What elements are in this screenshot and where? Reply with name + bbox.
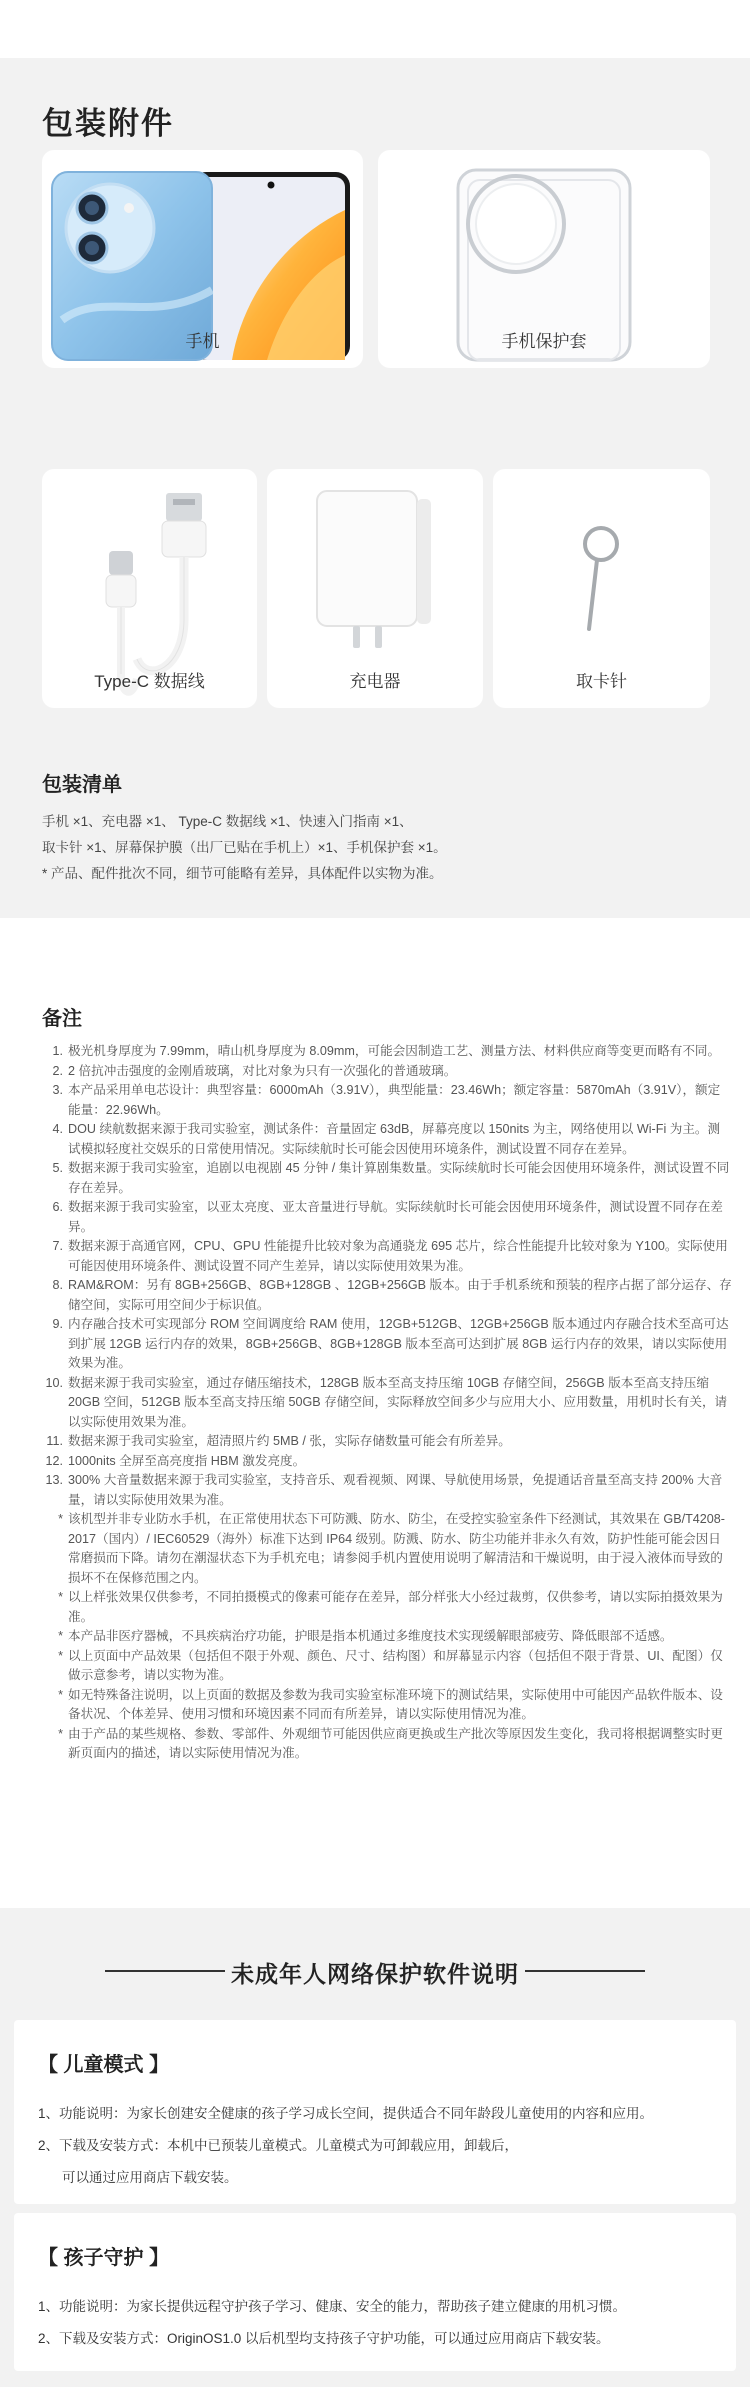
accessories-title: 包装附件 xyxy=(42,106,174,141)
note-item: * 由于产品的某些规格、参数、零部件、外观细节可能因供应商更换或生产批次等原因发生变化，我司将根据调整实时更新页面内的描述，请以实际使用情况为准。 xyxy=(58,1726,723,1760)
note-item: 11. 数据来源于我司实验室，超清照片约 5MB / 张，实际存储数量可能会有所差异。 xyxy=(46,1434,511,1448)
note-item: 3. 本产品采用单电芯设计：典型容量：6000mAh（3.91V），典型能量：23.46Wh；额定容量：5870mAh（3.91V），额定能量：22.96Wh。 xyxy=(52,1083,721,1117)
accessory-card-cable xyxy=(42,469,257,708)
kids-mode-title: 【 儿童模式 】 xyxy=(38,2054,170,2076)
packing-list-line: 手机 ×1、充电器 ×1、 Type-C 数据线 ×1、快速入门指南 ×1、 xyxy=(42,814,413,829)
accessory-label-sim-pin: 取卡针 xyxy=(576,672,627,691)
notes-section xyxy=(0,918,750,1908)
divider xyxy=(525,1970,645,1972)
accessory-card-phone xyxy=(42,150,363,368)
kids-mode-box xyxy=(14,2020,736,2204)
note-item: * 本产品非医疗器械，不具疾病治疗功能，护眼是指本机通过多维度技术实现缓解眼部疲劳、降低眼部不适感。 xyxy=(58,1629,673,1643)
note-item: * 以上页面中产品效果（包括但不限于外观、颜色、尺寸、结构图）和屏幕显示内容（包括但不限于背景、UI、配图）仅做示意参考，请以实物为准。 xyxy=(58,1648,723,1682)
minor-protection-header xyxy=(0,1956,750,1989)
accessory-card-case xyxy=(378,150,710,368)
note-item: * 该机型并非专业防水手机，在正常使用状态下可防溅、防水、防尘，在受控实验室条件下经测试，其效果在 GB/T4208-2017（国内）/ IEC60529（海外）标准下达到 IP64 级别。防溅、防水、防尘功能并非永久有效，防护性能可能会因日常磨损而下降。请勿在潮湿状态下为手机充电；请参阅手机内置使用说明了解清洁和干燥说明，由于浸入液体而导致的损坏不在保修范围之内。 xyxy=(58,1512,726,1585)
note-item: 1. 极光机身厚度为 7.99mm，晴山机身厚度为 8.09mm，可能会因制造工艺、测量方法、材料供应商等变更而略有不同。 xyxy=(52,1044,721,1058)
accessories-section xyxy=(0,58,750,918)
packing-list-note: * 产品、配件批次不同，细节可能略有差异，具体配件以实物为准。 xyxy=(42,866,443,881)
note-item: * 以上样张效果仅供参考，不同拍摄模式的像素可能存在差异，部分样张大小经过裁剪，仅供参考，请以实际拍摄效果为准。 xyxy=(58,1590,723,1624)
packing-list-title: 包装清单 xyxy=(42,774,122,796)
note-item: 13. 300% 大音量数据来源于我司实验室，支持音乐、观看视频、网课、导航使用场景，免提通话音量至高支持 200% 大音量，请以实际使用效果为准。 xyxy=(45,1473,723,1507)
child-guard-title: 【 孩子守护 】 xyxy=(38,2247,170,2269)
child-guard-line: 2、下载及安装方式：OriginOS1.0 以后机型均支持孩子守护功能，可以通过应用商店下载安装。 xyxy=(38,2331,610,2346)
minor-protection-section xyxy=(0,1908,750,2387)
accessory-card-charger xyxy=(267,469,483,708)
accessory-label-case: 手机保护套 xyxy=(501,332,587,351)
accessory-label-charger: 充电器 xyxy=(349,672,401,691)
note-item: 2. 2 倍抗冲击强度的金刚盾玻璃，对比对象为只有一次强化的普通玻璃。 xyxy=(52,1063,457,1078)
note-item: 5. 数据来源于我司实验室，追剧以电视剧 45 分钟 / 集计算剧集数量。实际续航时长可能会因使用环境条件，测试设置不同存在差异。 xyxy=(52,1161,730,1195)
note-item: 8. RAM&ROM：另有 8GB+256GB、8GB+128GB 、12GB+256GB 版本。由于手机系统和预装的程序占据了部分运存、存储空间，实际可用空间少于标识值。 xyxy=(52,1278,732,1312)
kids-mode-line: 1、功能说明：为家长创建安全健康的孩子学习成长空间，提供适合不同年龄段儿童使用的内容和应用。 xyxy=(38,2106,654,2121)
accessory-card-sim-pin xyxy=(493,469,710,708)
note-item: 4. DOU 续航数据来源于我司实验室，测试条件：音量固定 63dB，屏幕亮度以 150nits 为主，网络使用以 Wi-Fi 为主。测试模拟轻度社交娱乐的日常使用情况。实际续航时长可能会因使用环境条件，测试设置不同存在差异。 xyxy=(52,1122,721,1156)
minor-protection-title: 未成年人网络保护软件说明 xyxy=(231,1961,519,1987)
notes-list xyxy=(42,1042,732,1764)
note-item: * 如无特殊备注说明，以上页面的数据及参数为我司实验室标准环境下的测试结果，实际使用中可能因产品软件版本、设备状况、个体差异、使用习惯和环境因素不同而有所差异，请以实际使用情况为准。 xyxy=(58,1687,723,1721)
accessory-label-phone: 手机 xyxy=(185,332,220,351)
packing-list-line: 取卡针 ×1、屏幕保护膜（出厂已贴在手机上）×1、手机保护套 ×1。 xyxy=(42,840,447,855)
note-item: 10. 数据来源于我司实验室，通过存储压缩技术，128GB 版本至高支持压缩 10GB 存储空间，256GB 版本至高支持压缩 20GB 空间，512GB 版本至高支持压缩 50GB 存储空间，实际释放空间多少与应用大小、应用数量，用机时长有关，请以实际使用效果为准。 xyxy=(45,1375,728,1429)
note-item: 6. 数据来源于我司实验室，以亚太亮度、亚太音量进行导航。实际续航时长可能会因使用环境条件，测试设置不同存在差异。 xyxy=(52,1200,723,1234)
divider xyxy=(105,1970,225,1972)
child-guard-box xyxy=(14,2213,736,2371)
child-guard-line: 1、功能说明：为家长提供远程守护孩子学习、健康、安全的能力，帮助孩子建立健康的用机习惯。 xyxy=(38,2299,627,2314)
accessory-label-cable: Type-C 数据线 xyxy=(94,672,205,691)
notes-title: 备注 xyxy=(42,1008,82,1030)
note-item: 9. 内存融合技术可实现部分 ROM 空间调度给 RAM 使用，12GB+512GB、12GB+256GB 版本通过内存融合技术至高可达到扩展 12GB 运行内存的效果，8GB+256GB、8GB+128GB 版本至高可达到扩展 8GB 运行内存的效果，请以实际使用效果为准。 xyxy=(52,1317,729,1370)
note-item: 12. 1000nits 全屏至高亮度指 HBM 激发亮度。 xyxy=(45,1453,306,1468)
note-item: 7. 数据来源于高通官网，CPU、GPU 性能提升比较对象为高通骁龙 695 芯片，综合性能提升比较对象为 Y100。实际使用可能因使用环境条件、测试设置不同产生差异，请以实际使用效果为准。 xyxy=(52,1239,728,1273)
kids-mode-line: 2、下载及安装方式：本机中已预装儿童模式。儿童模式为可卸载应用，卸载后， xyxy=(38,2138,519,2153)
kids-mode-line: 可以通过应用商店下载安装。 xyxy=(62,2170,238,2185)
